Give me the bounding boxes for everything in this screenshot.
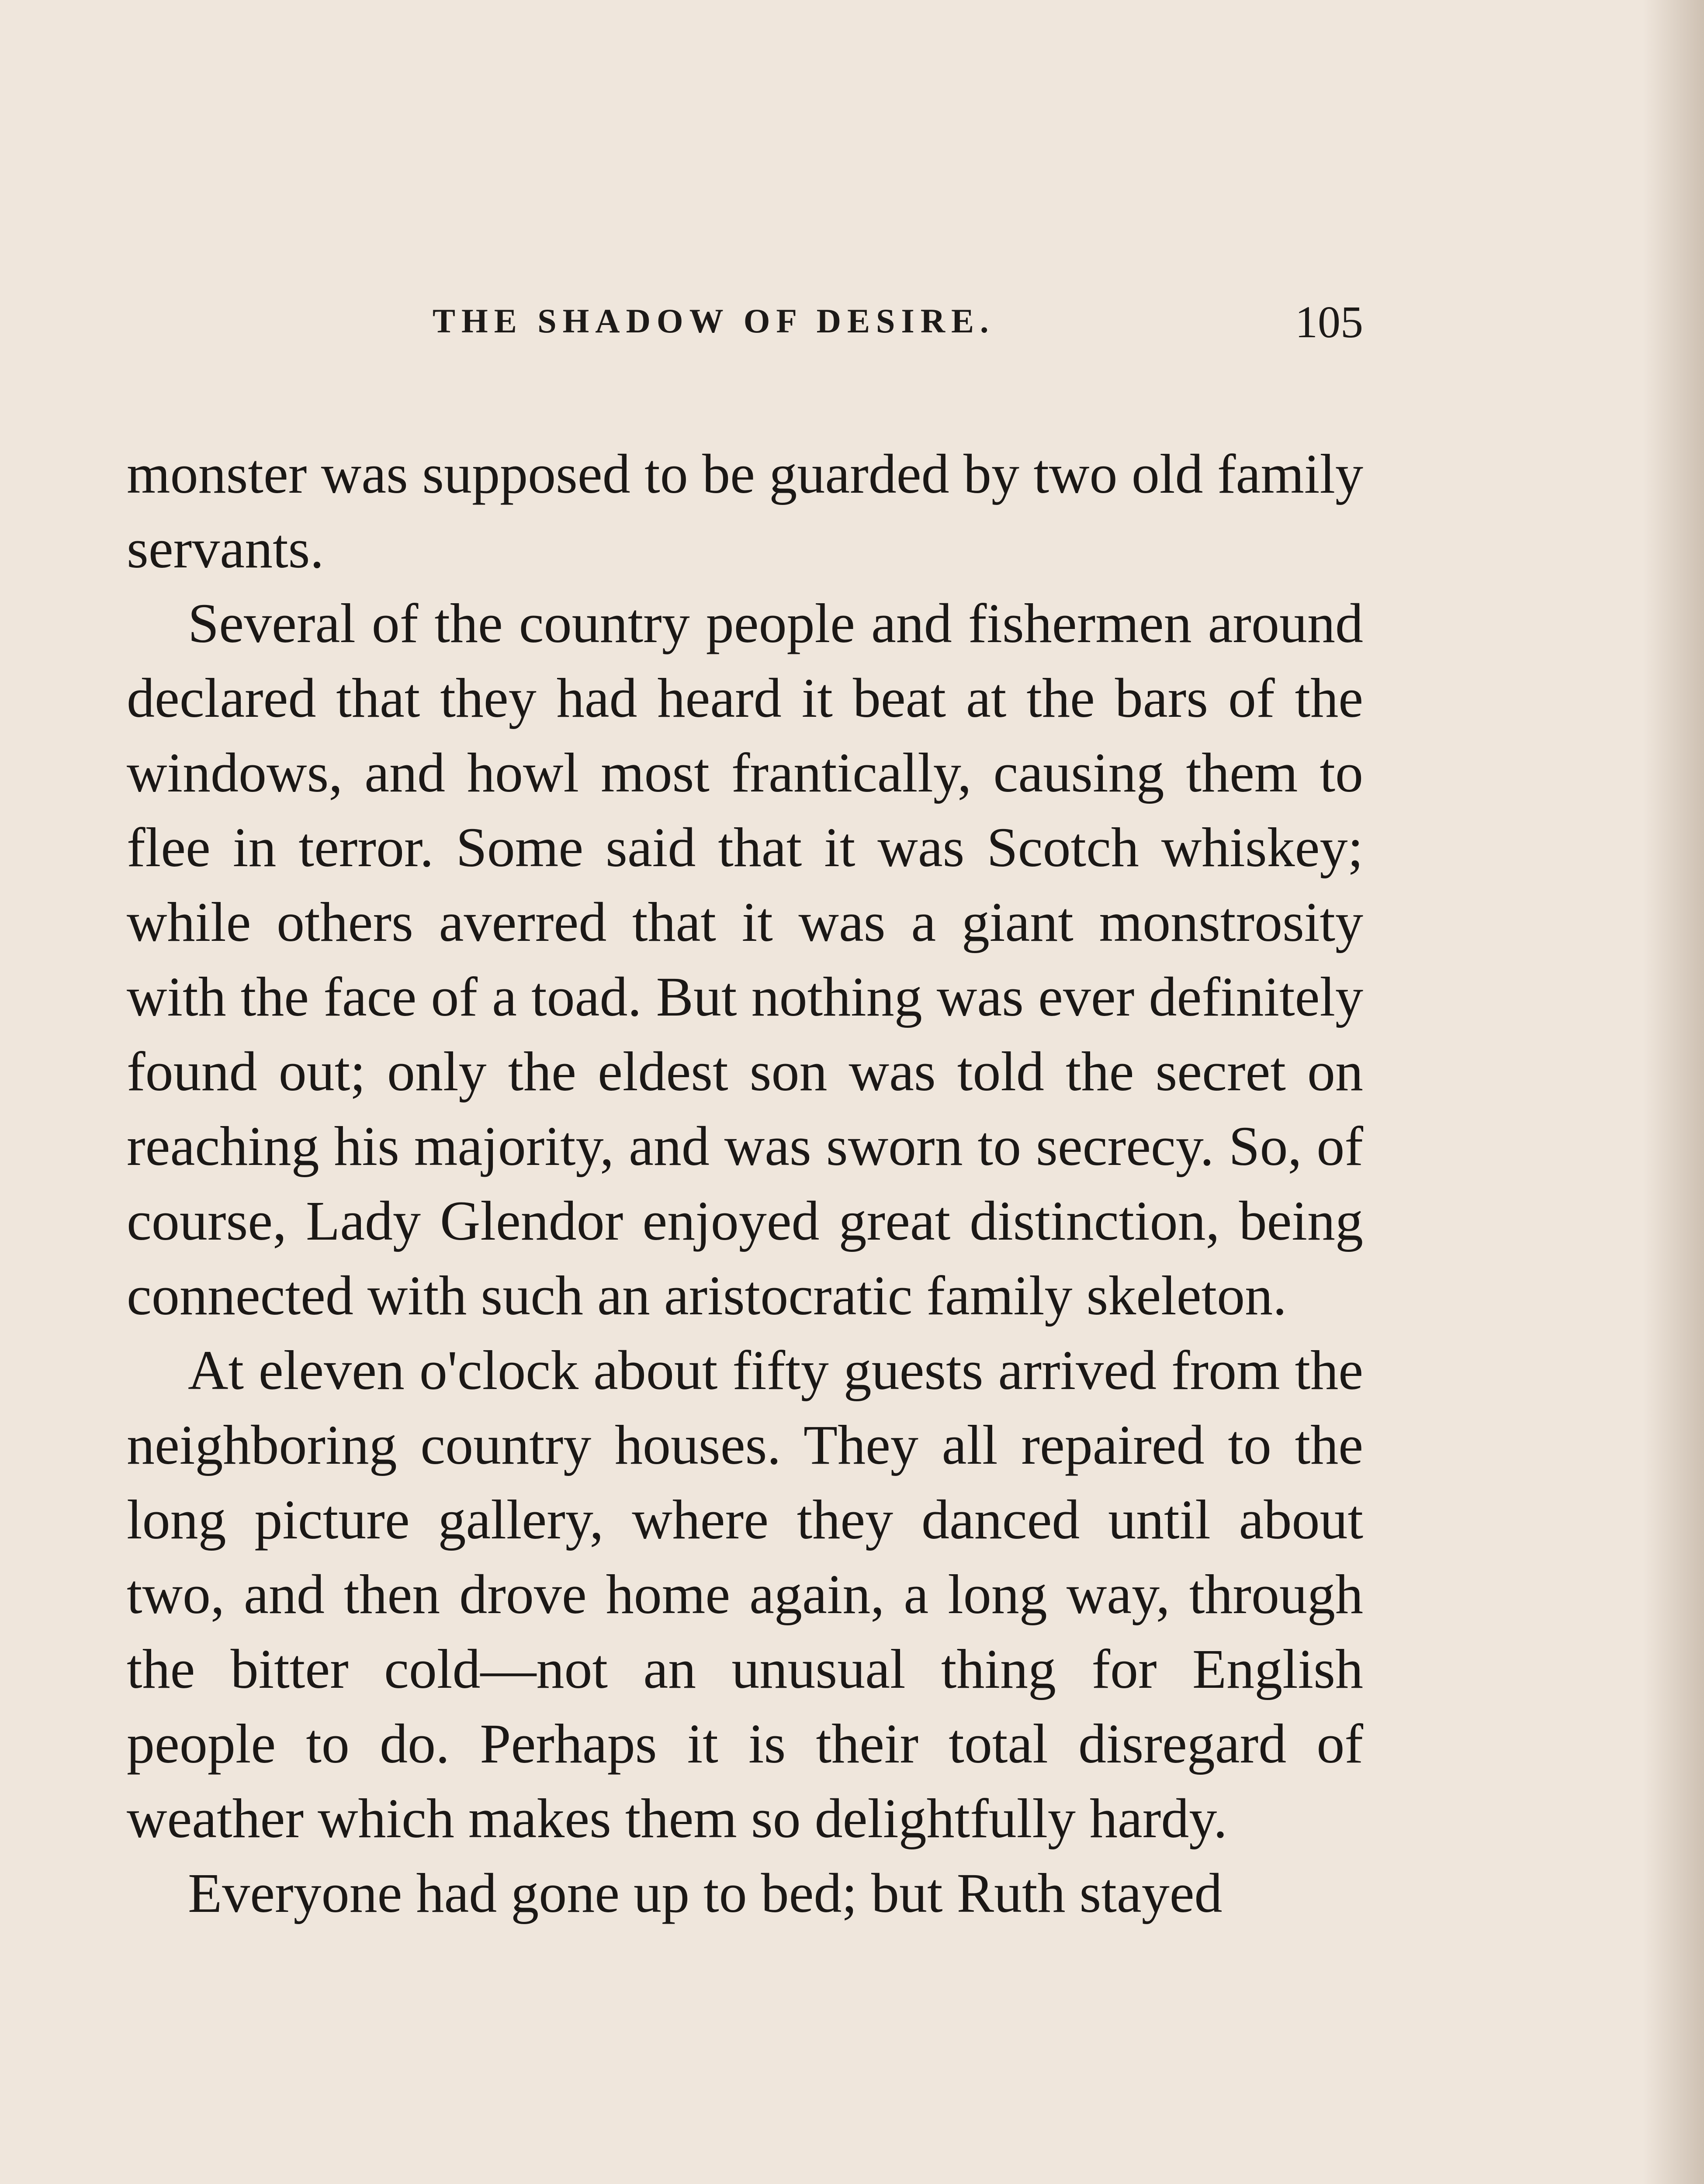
paragraph-4: Everyone had gone up to bed; but Ruth stayed — [188, 1862, 1223, 1924]
running-title: THE SHADOW OF DESIRE. — [433, 302, 995, 340]
page-edge-shadow — [1643, 0, 1704, 2184]
body-text — [127, 437, 1363, 1931]
paragraph-1: monster was supposed to be guarded by two old family servants. — [127, 443, 1363, 580]
page-number: 105 — [1295, 297, 1363, 347]
paragraph-2: Several of the country people and fishermen around declared that they had heard it beat at the bars of the windows, and howl most frantically, causing them to flee in terror. Some said that it was Scotch whiskey; while others averred that it was a giant monstrosity with the face of a toad. But nothing was ever definitely found out; only the eldest son was told the secret on reaching his majority, and was sworn to secrecy. So, of course, Lady Glendor enjoyed great distinction, being connected with such an aristocratic family skeleton. — [127, 592, 1363, 1327]
running-header — [127, 297, 1363, 371]
paragraph-3: At eleven o'clock about fifty guests arrived from the neighboring country houses. They all repaired to the long picture gallery, where they danced until about two, and then drove home again, a long way, through the bitter cold—not an unusual thing for English people to do. Perhaps it is their total disregard of weather which makes them so delightfully hardy. — [127, 1339, 1363, 1849]
